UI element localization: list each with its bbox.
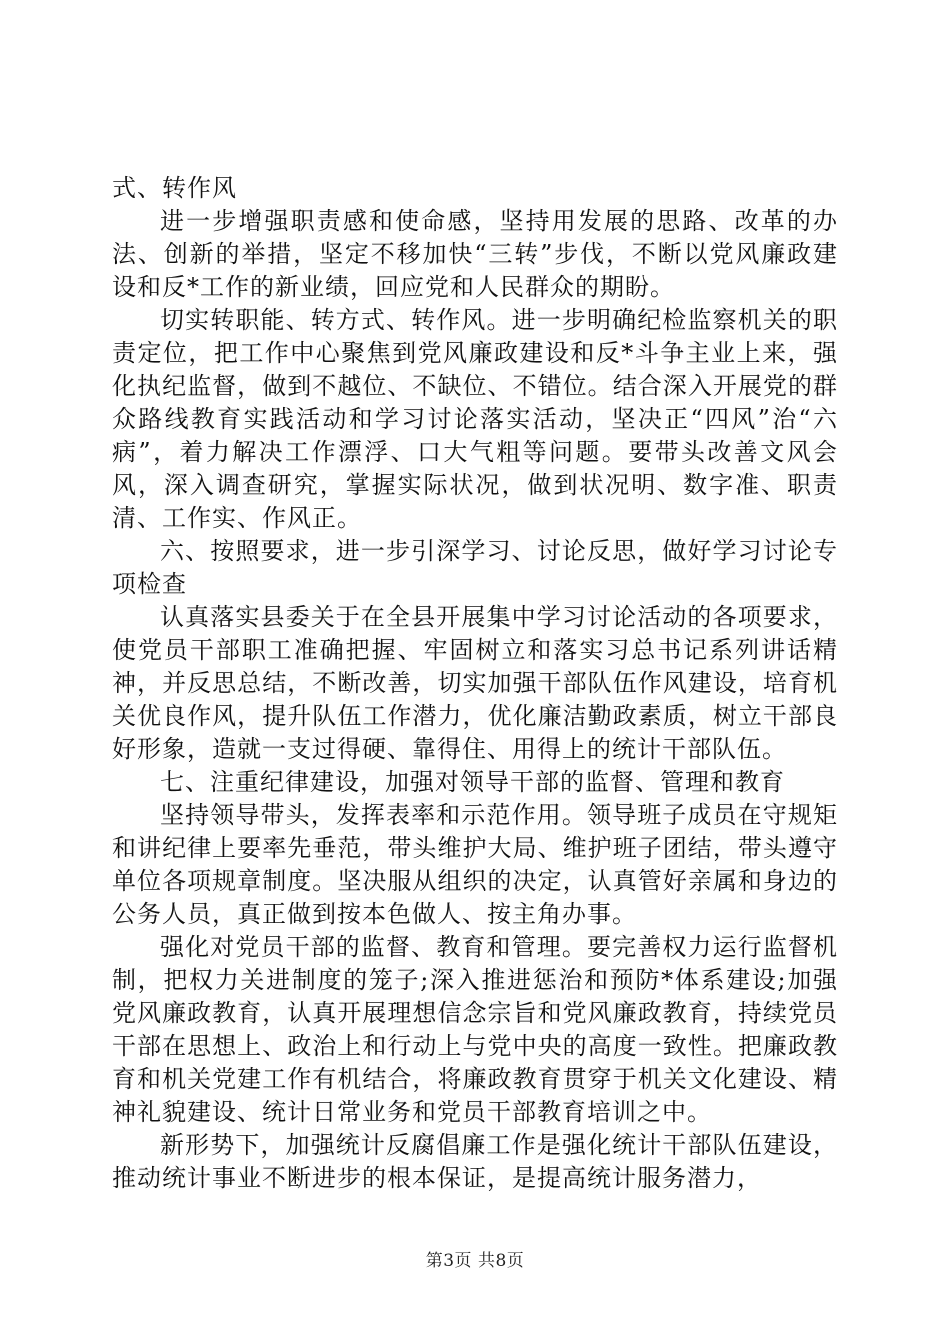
paragraph: 强化对党员干部的监督、教育和管理。要完善权力运行监督机制，把权力关进制度的笼子;深入推进惩治和预防*体系建设;加强党风廉政教育，认真开展理想信念宗旨和党风廉政教育，持续党员干部在思想上、政治上和行动上与党中央的高度一致性。把廉政教育和机关党建工作有机结合，将廉政教育贯穿于机关文化建设、精神礼貌建设、统计日常业务和党员干部教育培训之中。: [112, 933, 838, 1126]
document-body: [112, 172, 838, 1195]
page-number-footer: 第3页 共8页: [425, 1251, 525, 1271]
paragraph: 坚持领导带头，发挥表率和示范作用。领导班子成员在守规矩和讲纪律上要率先垂范，带头维护大局、维护班子团结，带头遵守单位各项规章制度。坚决服从组织的决定，认真管好亲属和身边的公务人员，真正做到按本色做人、按主角办事。: [112, 801, 838, 928]
paragraph: 切实转职能、转方式、转作风。进一步明确纪检监察机关的职责定位，把工作中心聚焦到党风廉政建设和反*斗争主业上来，强化执纪监督，做到不越位、不缺位、不错位。结合深入开展党的群众路线教育实践活动和学习讨论落实活动，坚决正“四风”治“六病”，着力解决工作漂浮、口大气粗等问题。要带头改善文风会风，深入调查研究，掌握实际状况，做到状况明、数字准、职责清、工作实、作风正。: [112, 306, 838, 532]
paragraph: 式、转作风: [112, 174, 237, 202]
paragraph: 新形势下，加强统计反腐倡廉工作是强化统计干部队伍建设，推动统计事业不断进步的根本保证，是提高统计服务潜力，: [112, 1131, 838, 1192]
paragraph: 进一步增强职责感和使命感，坚持用发展的思路、改革的办法、创新的举措，坚定不移加快“三转”步伐，不断以党风廉政建设和反*工作的新业绩，回应党和人民群众的期盼。: [112, 207, 838, 301]
section-heading: 七、注重纪律建设，加强对领导干部的监督、管理和教育: [160, 768, 785, 796]
section-heading: 六、按照要求，进一步引深学习、讨论反思，做好学习讨论专项检查: [112, 537, 838, 598]
paragraph: 认真落实县委关于在全县开展集中学习讨论活动的各项要求，使党员干部职工准确把握、牢固树立和落实习总书记系列讲话精神，并反思总结，不断改善，切实加强干部队伍作风建设，培育机关优良作风，提升队伍工作潜力，优化廉洁勤政素质，树立干部良好形象，造就一支过得硬、靠得住、用得上的统计干部队伍。: [112, 603, 838, 763]
